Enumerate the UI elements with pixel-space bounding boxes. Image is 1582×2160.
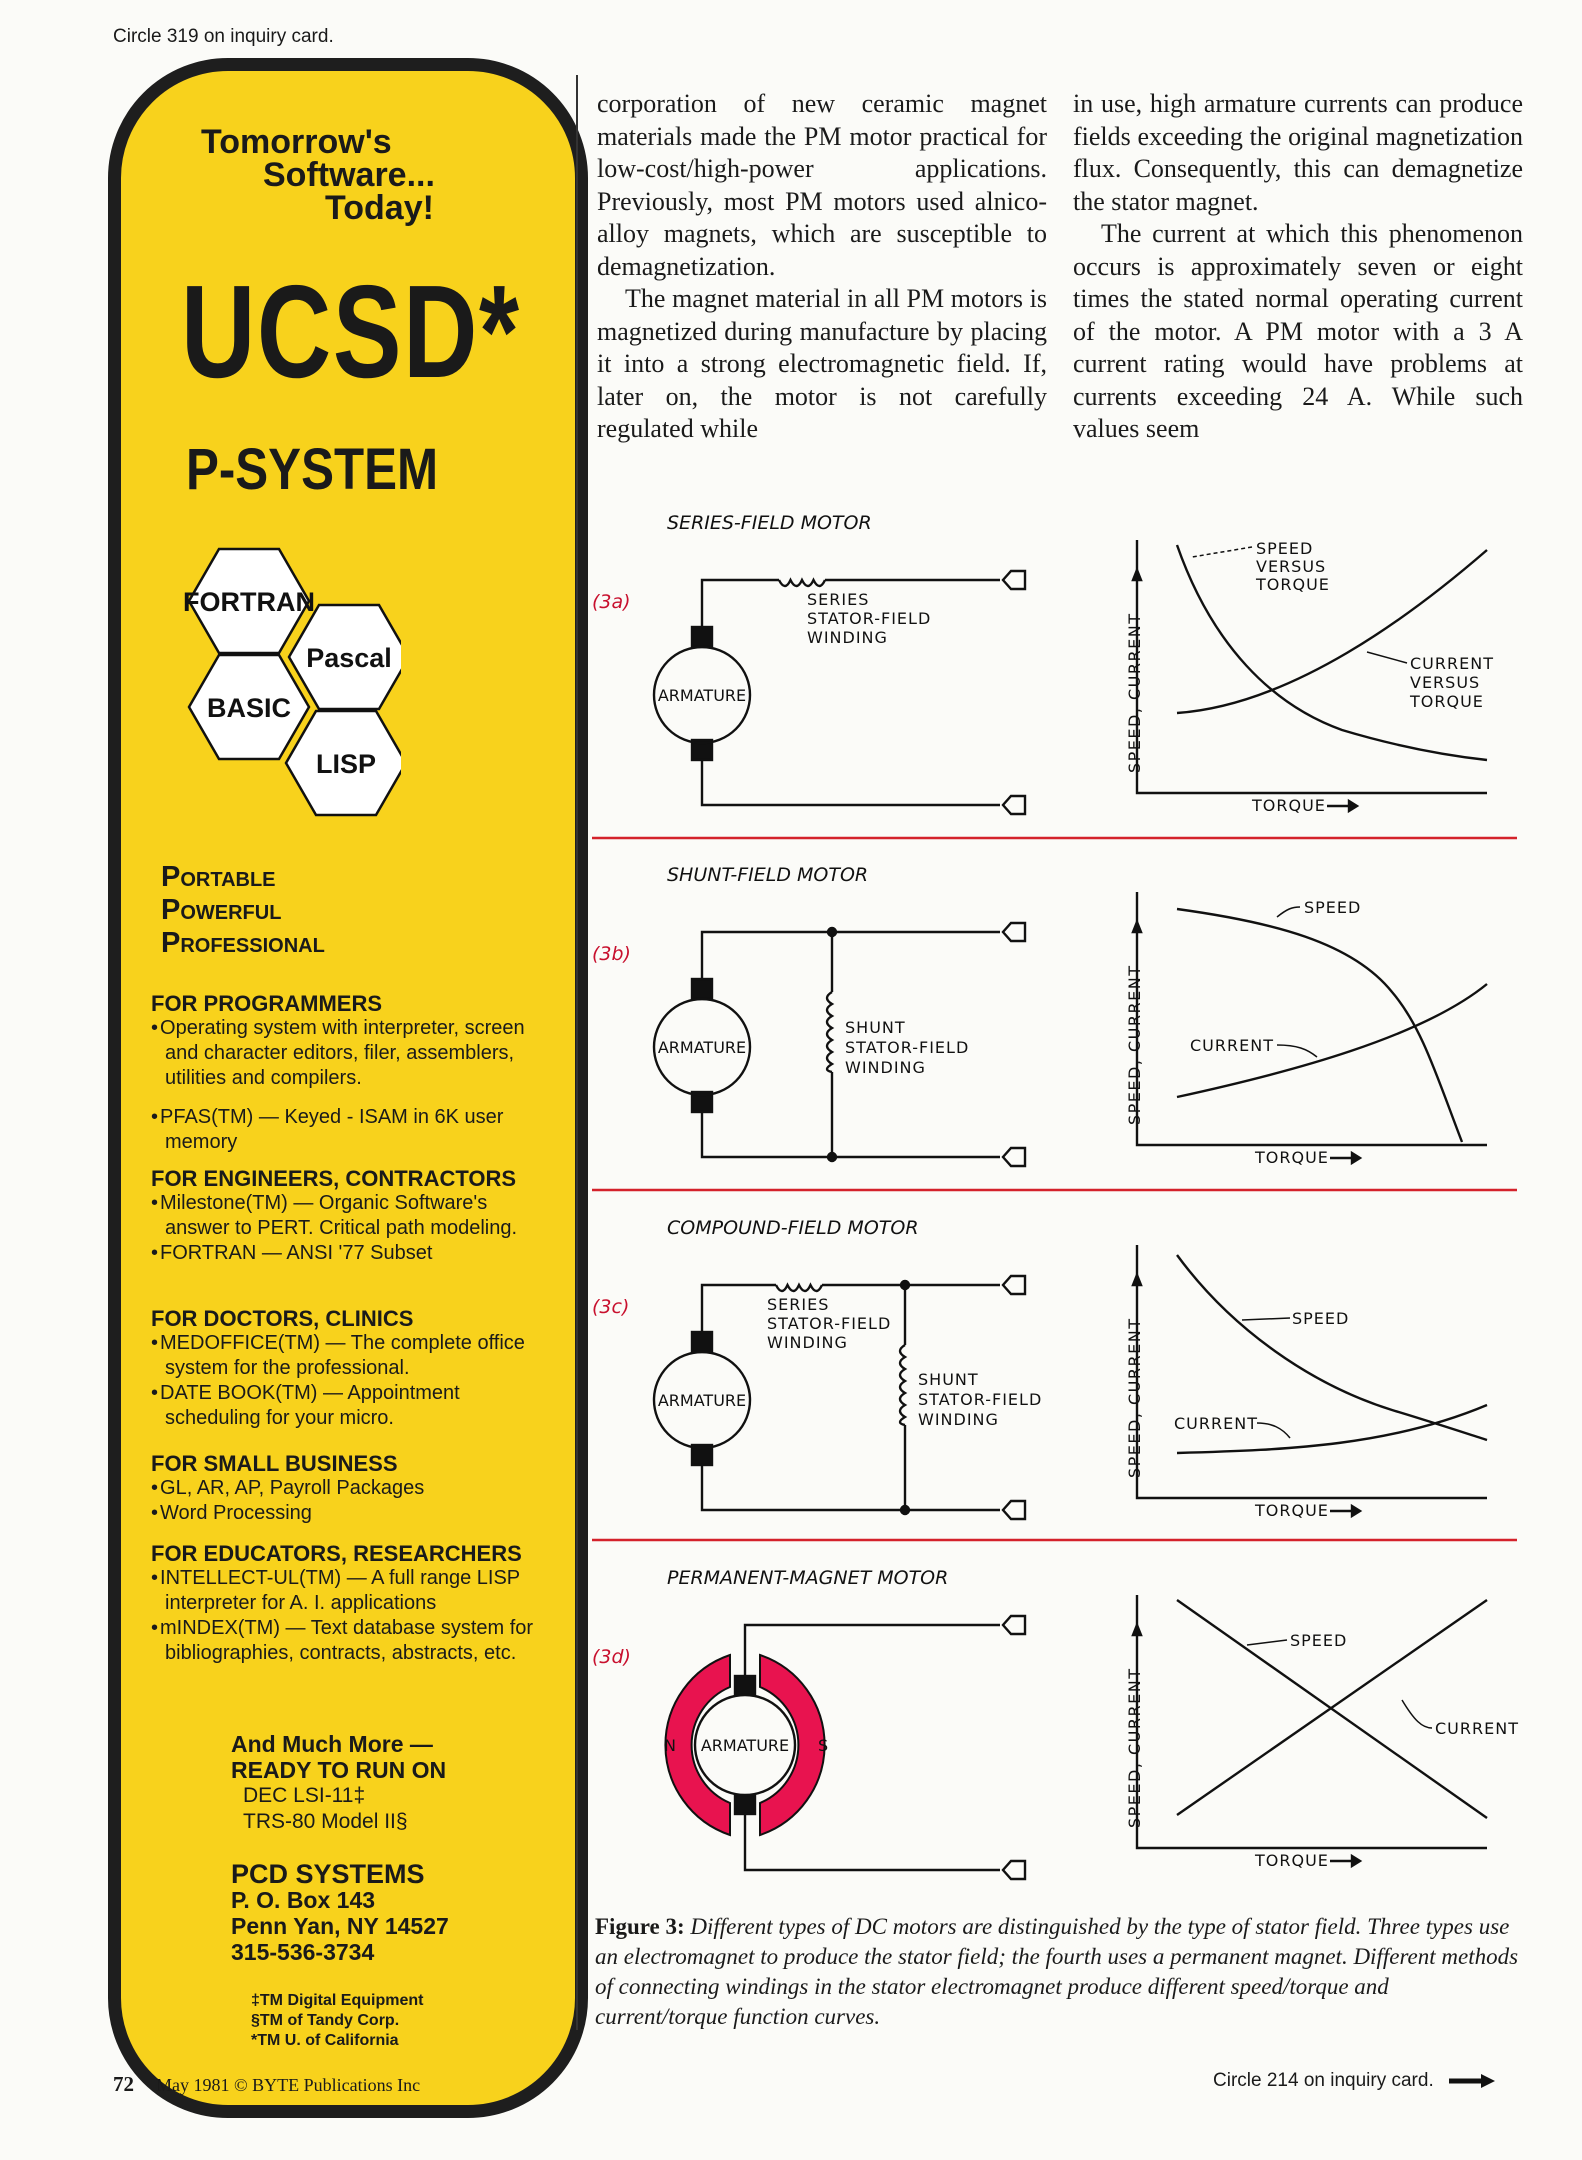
- section-heading: FOR EDUCATORS, RESEARCHERS: [151, 1541, 522, 1566]
- page-number: 72: [113, 2072, 134, 2096]
- section-item: • PFAS(TM) — Keyed - ISAM in 6K user memory: [151, 1106, 504, 1153]
- panel-tag: (3b): [592, 943, 631, 965]
- speed-curve: [1177, 545, 1487, 760]
- svg-text:TORQUE: TORQUE: [1255, 1851, 1329, 1870]
- language-hexagons: [161, 531, 401, 851]
- trademark: ‡TM Digital Equipment: [251, 1992, 424, 2009]
- svg-text:CURRENT: CURRENT: [1190, 1036, 1274, 1055]
- figure-caption: [595, 1912, 1520, 2032]
- ad-section-educators: [151, 1541, 551, 1666]
- ad-section-business: [151, 1451, 551, 1526]
- ad-section-doctors: [151, 1306, 551, 1431]
- tagline-line: Software...: [263, 156, 435, 194]
- winding-label: WINDING: [767, 1333, 848, 1352]
- winding-label: WINDING: [845, 1058, 926, 1077]
- winding-label: SERIES: [807, 590, 870, 609]
- company-name: PCD SYSTEMS: [231, 1859, 425, 1889]
- quality: Powerful: [161, 894, 282, 926]
- winding-label: STATOR-FIELD: [807, 609, 932, 628]
- panel-title: SHUNT-FIELD MOTOR: [667, 864, 869, 886]
- article-column-1: [597, 88, 1047, 446]
- section-item: • Word Processing: [151, 1502, 312, 1524]
- svg-text:SPEED, CURRENT: SPEED, CURRENT: [1125, 964, 1144, 1125]
- svg-text:SPEED: SPEED: [1292, 1309, 1350, 1328]
- platform: TRS-80 Model II§: [243, 1810, 408, 1833]
- quality: Portable: [161, 861, 276, 893]
- column-rule: [576, 75, 578, 2030]
- platform: DEC LSI-11‡: [243, 1784, 366, 1807]
- paragraph: The current at which this phenomenon occurs is approximately seven or eight times the stated normal operating current of the motor. A PM motor with a 3 A current rating would have problems at currents exceeding 24 A. While such values seem: [1073, 219, 1523, 443]
- svg-text:S: S: [818, 1736, 829, 1755]
- paragraph: in use, high armature currents can produce fields exceeding the original magnetization flux. Consequently, this can demagnetize the stator magnet.: [1073, 89, 1523, 216]
- section-heading: FOR SMALL BUSINESS: [151, 1451, 398, 1476]
- panel-tag: (3a): [592, 591, 631, 613]
- publication-line: May 1981 © BYTE Publications Inc: [156, 2075, 421, 2095]
- figure-3: [592, 505, 1532, 1905]
- caption-label: Figure 3:: [595, 1914, 685, 1939]
- section-item: • GL, AR, AP, Payroll Packages: [151, 1477, 425, 1499]
- svg-text:CURRENT: CURRENT: [1435, 1719, 1519, 1738]
- armature-label: ARMATURE: [700, 1736, 790, 1755]
- svg-text:SPEED, CURRENT: SPEED, CURRENT: [1125, 612, 1144, 773]
- paragraph: corporation of new ceramic magnet materials made the PM motor practical for low-cost/high-power applications. Previously, most PM motors used alnico-alloy magnets, which are susceptible to demagnetization.: [597, 89, 1047, 281]
- svg-text:SPEED, CURRENT: SPEED, CURRENT: [1125, 1317, 1144, 1478]
- section-item: • FORTRAN — ANSI '77 Subset: [151, 1242, 433, 1264]
- section-item: • INTELLECT-UL(TM) — A full range LISP interpreter for A. I. applications: [151, 1567, 520, 1614]
- svg-text:SPEED: SPEED: [1304, 898, 1362, 917]
- armature-label: ARMATURE: [657, 1038, 747, 1057]
- svg-text:CURRENT: CURRENT: [1410, 654, 1494, 673]
- section-item: • Operating system with interpreter, screen and character editors, filer, assemblers, utilities and compilers.: [151, 1017, 525, 1089]
- winding-label: STATOR-FIELD: [918, 1390, 1043, 1409]
- winding-label: SERIES: [767, 1295, 830, 1314]
- ad-section-programmers: [151, 991, 551, 1155]
- caption-text: Different types of DC motors are distinguished by the type of stator field. Three types use an electromagnet to produce the stator field; the fourth uses a permanent magnet. Different methods of connecting windings in the stator electromagnet produce different speed/torque and current/torque function curves.: [595, 1914, 1519, 2029]
- armature-label: ARMATURE: [657, 686, 747, 705]
- section-heading: FOR ENGINEERS, CONTRACTORS: [151, 1166, 517, 1191]
- tagline-line: Tomorrow's: [201, 123, 392, 161]
- ad-product: P-SYSTEM: [186, 437, 439, 502]
- svg-text:TORQUE: TORQUE: [1255, 1501, 1329, 1520]
- speed-curve: [1177, 1255, 1487, 1440]
- more-heading: READY TO RUN ON: [231, 1757, 447, 1783]
- panel-tag: (3d): [592, 1646, 631, 1668]
- panel-title: PERMANENT-MAGNET MOTOR: [667, 1567, 949, 1589]
- quality: Professional: [161, 927, 325, 959]
- address-line: P. O. Box 143: [231, 1887, 376, 1913]
- svg-text:TORQUE: TORQUE: [1252, 796, 1326, 815]
- svg-text:N: N: [664, 1736, 676, 1755]
- address-line: 315-536-3734: [231, 1939, 375, 1965]
- armature-label: ARMATURE: [657, 1391, 747, 1410]
- section-heading: FOR PROGRAMMERS: [151, 991, 382, 1016]
- trademark: *TM U. of California: [251, 2032, 399, 2049]
- inquiry-note-top: Circle 319 on inquiry card.: [113, 26, 334, 47]
- hex-label-basic: BASIC: [206, 693, 292, 723]
- svg-text:VERSUS: VERSUS: [1410, 673, 1481, 692]
- winding-label: WINDING: [807, 628, 888, 647]
- ad-qualities: [161, 861, 325, 960]
- article-column-2: [1073, 88, 1523, 446]
- ad-tagline: [201, 123, 561, 227]
- svg-text:CURRENT: CURRENT: [1174, 1414, 1258, 1433]
- page-footer: [113, 2072, 420, 2097]
- panel-tag: (3c): [592, 1296, 630, 1318]
- svg-text:SPEED, CURRENT: SPEED, CURRENT: [1125, 1667, 1144, 1828]
- panel-3c: [592, 1217, 1487, 1520]
- ad-section-engineers: [151, 1166, 551, 1266]
- svg-text:TORQUE: TORQUE: [1255, 1148, 1329, 1167]
- svg-text:TORQUE: TORQUE: [1256, 575, 1330, 594]
- svg-text:SPEED: SPEED: [1290, 1631, 1348, 1650]
- svg-text:SPEED: SPEED: [1256, 539, 1314, 558]
- section-item: • DATE BOOK(TM) — Appointment scheduling for your micro.: [151, 1382, 460, 1429]
- svg-text:TORQUE: TORQUE: [1410, 692, 1484, 711]
- hex-label-fortran: FORTRAN: [183, 587, 315, 617]
- inquiry-note-bottom: Circle 214 on inquiry card.: [1213, 2070, 1497, 2092]
- address-line: Penn Yan, NY 14527: [231, 1913, 449, 1939]
- ad-address: [231, 1861, 449, 1965]
- more-heading: And Much More —: [231, 1731, 433, 1757]
- hex-label-lisp: LISP: [315, 749, 377, 779]
- winding-label: WINDING: [918, 1410, 999, 1429]
- winding-label: SHUNT: [845, 1018, 906, 1037]
- panel-3a: [592, 512, 1494, 815]
- panel-title: SERIES-FIELD MOTOR: [667, 512, 872, 534]
- winding-label: SHUNT: [918, 1370, 979, 1389]
- ad-brand: UCSD*: [181, 258, 521, 405]
- winding-label: STATOR-FIELD: [767, 1314, 892, 1333]
- arrow-right-icon: [1449, 2073, 1497, 2089]
- hex-label-pascal: Pascal: [306, 643, 392, 673]
- section-heading: FOR DOCTORS, CLINICS: [151, 1306, 414, 1331]
- winding-label: STATOR-FIELD: [845, 1038, 970, 1057]
- section-item: • mINDEX(TM) — Text database system for bibliographies, contracts, abstracts, etc.: [151, 1617, 534, 1664]
- section-item: • MEDOFFICE(TM) — The complete office system for the professional.: [151, 1332, 525, 1379]
- section-item: • Milestone(TM) — Organic Software's answer to PERT. Critical path modeling.: [151, 1192, 518, 1239]
- tagline-line: Today!: [325, 189, 434, 227]
- advertisement: [108, 58, 588, 2118]
- panel-title: COMPOUND-FIELD MOTOR: [667, 1217, 919, 1239]
- panel-3d: [592, 1567, 1519, 1879]
- ad-trademarks: [251, 1991, 423, 2051]
- trademark: §TM of Tandy Corp.: [251, 2012, 400, 2029]
- panel-3b: [592, 864, 1487, 1167]
- svg-text:VERSUS: VERSUS: [1256, 557, 1327, 576]
- paragraph: The magnet material in all PM motors is magnetized during manufacture by placing it into a strong electromagnetic field. If, later on, the motor is not carefully regulated while: [597, 284, 1047, 443]
- ad-platforms: [231, 1731, 446, 1835]
